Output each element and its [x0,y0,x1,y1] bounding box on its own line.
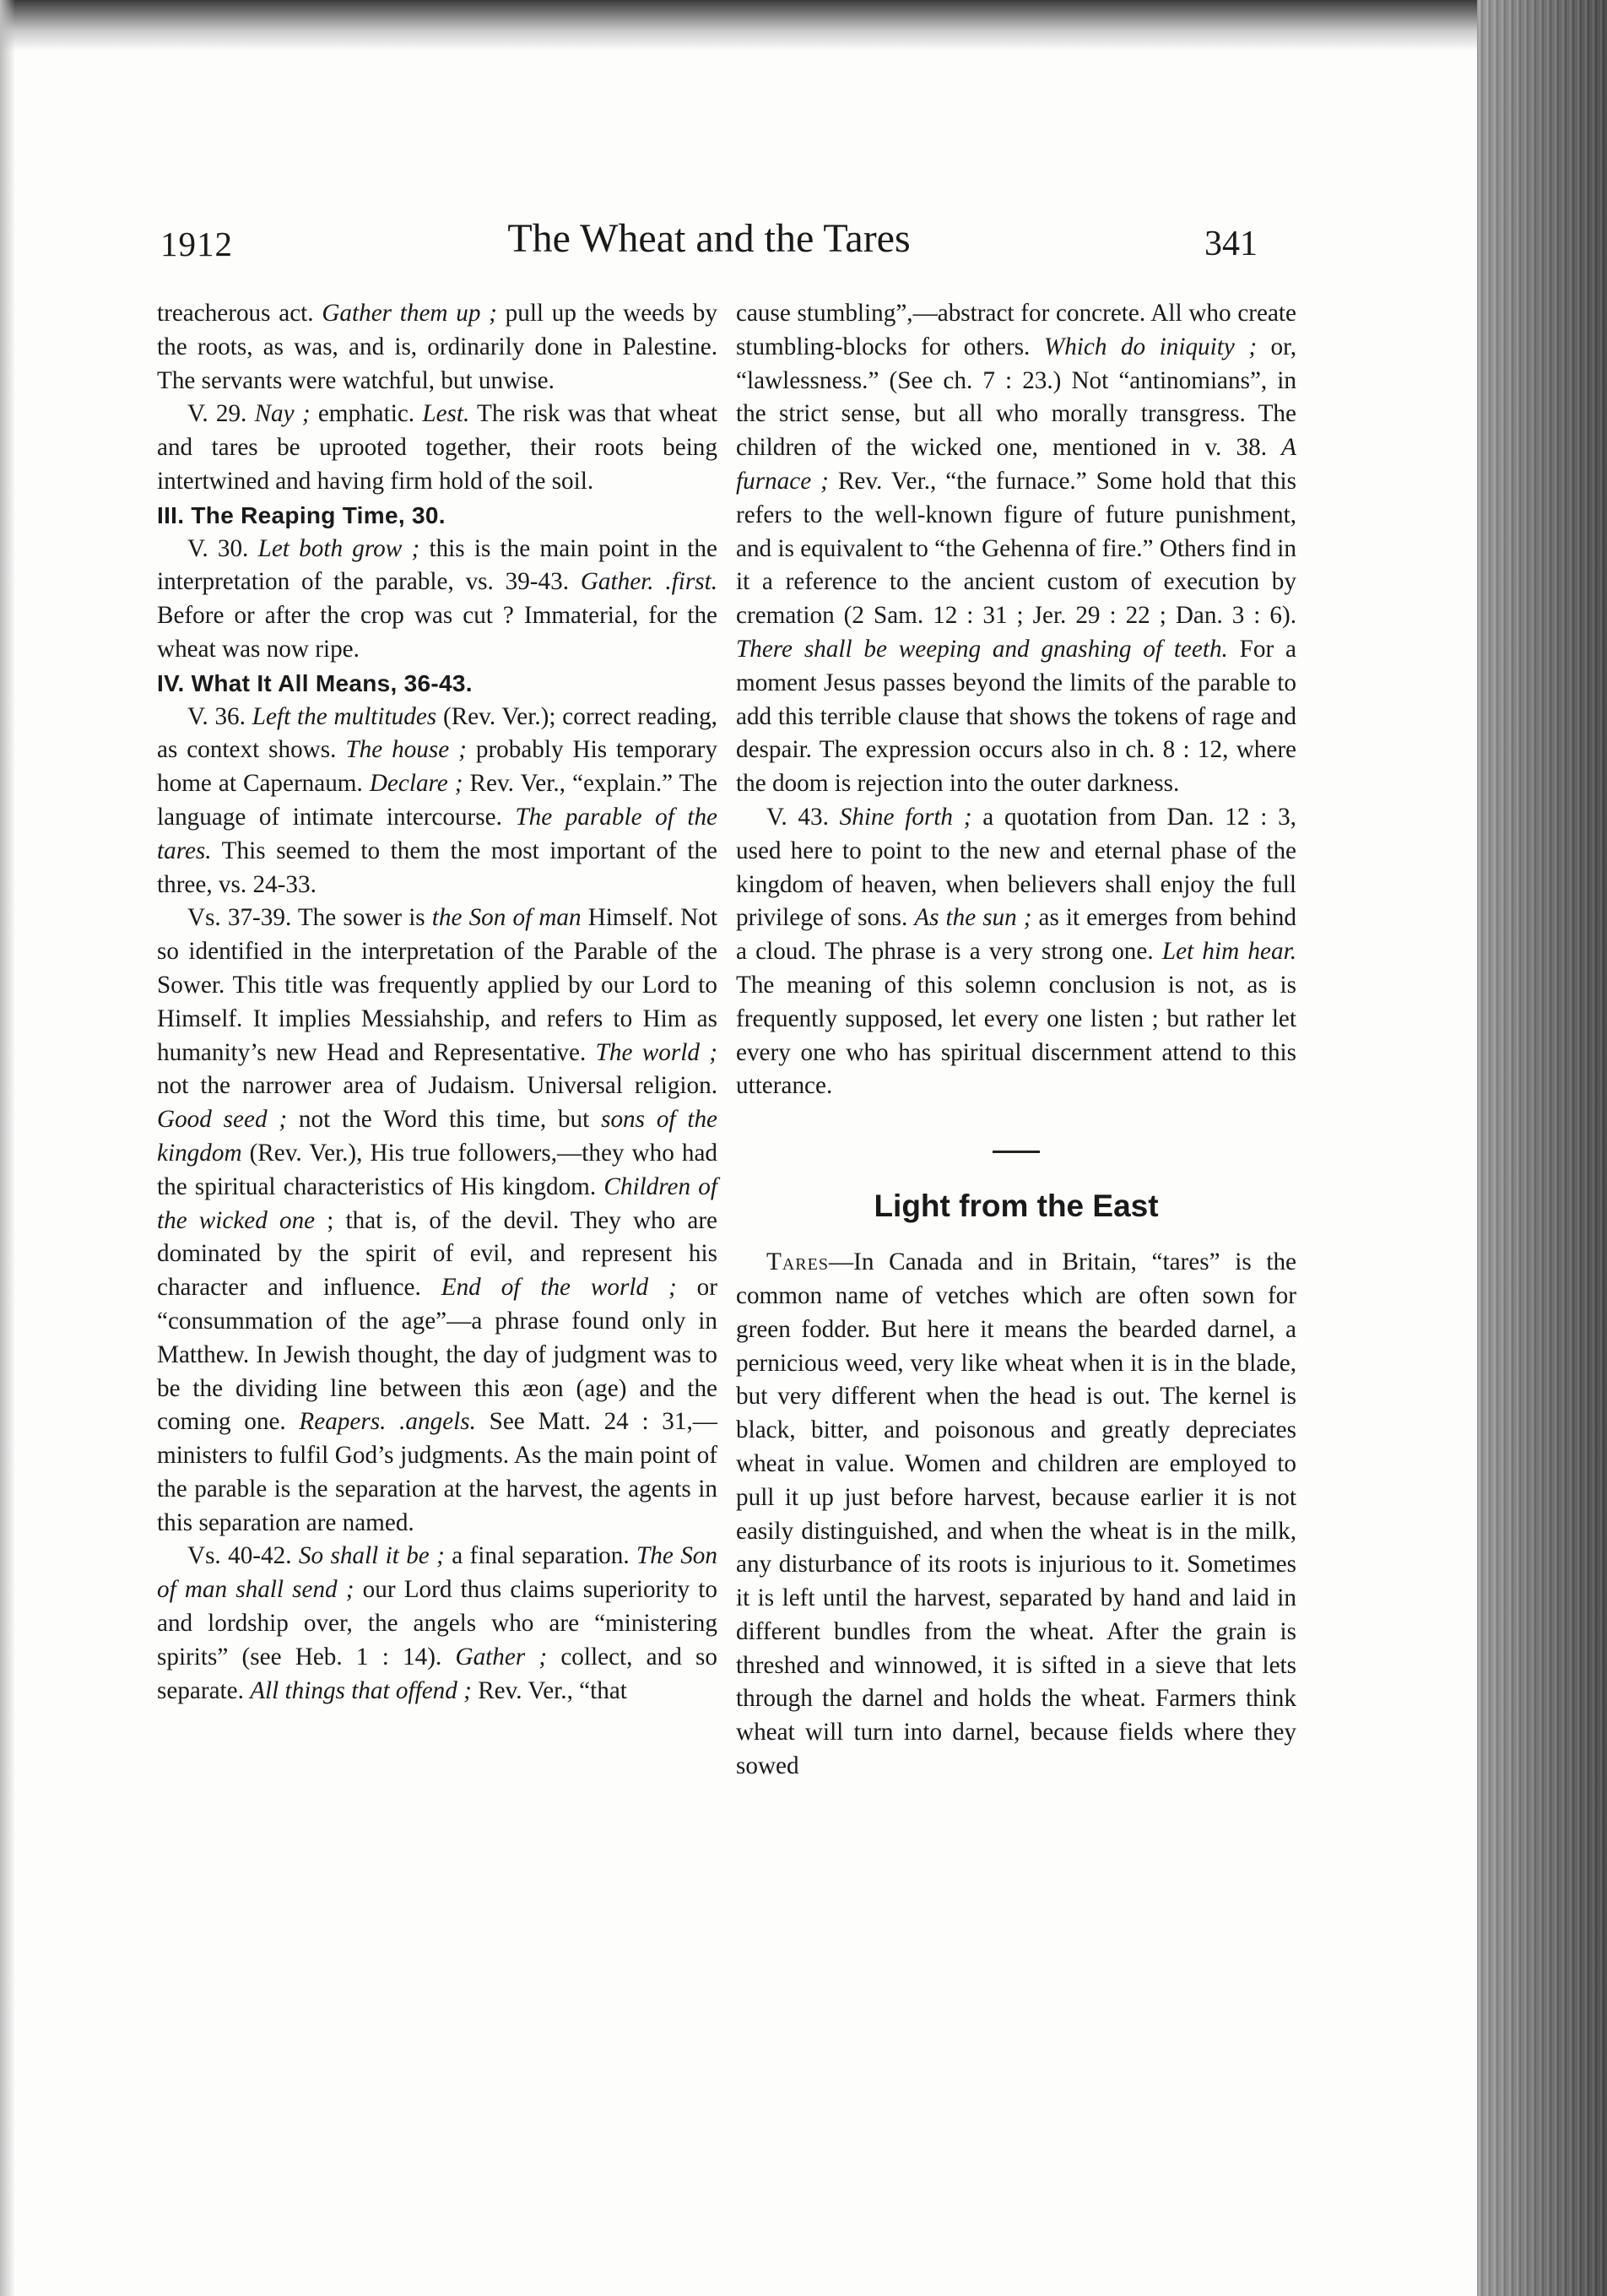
section-divider [993,1151,1040,1153]
paragraph: Vs. 37-39. The sower is the Son of man Himself. Not so identified in the interpretation of the Parable of the Sower. This title was frequently applied by our Lord to Himself. It implies Messiahship, and refers to Him as humanity’s new Head and Representative. The world ; not the narrower area of Judaism. Universal religion. Good seed ; not the Word this time, but sons of the kingdom (Rev. Ver.), His true followers,—they who had the spiritual characteristics of His kingdom. Children of the wicked one ; that is, of the devil. They who are dominated by the spirit of evil, and represent his character and influence. End of the world ; or “consummation of the age”—a phrase found only in Matthew. In Jewish thought, the day of judgment was to be the dividing line between this æon (age) and the coming one. Reapers. .angels. See Matt. 24 : 31,—ministers to fulfil God’s judgments. As the main point of the parable is the separation at the harvest, the agents in this separation are named. [157,904,718,1536]
right-column [736,297,1296,1784]
page-edge-shade [1477,0,1607,2296]
page-number: 341 [1204,225,1258,263]
page-title: The Wheat and the Tares [507,216,911,261]
left-column [157,297,717,1708]
paragraph: V. 30. Let both grow ; this is the main point in the interpretation of the parable, vs. 39-43. Gather. .first. Before or after the crop was cut ? Immaterial, for the wheat was now ripe. [157,534,717,663]
section-heading: III. The Reaping Time, 30. [157,501,446,528]
paragraph: treacherous act. Gather them up ; pull up the weeds by the roots, as was, and is, ordinarily done in Palestine. The servants were watchful, but unwise. [157,300,717,394]
paragraph: V. 36. Left the multitudes (Rev. Ver.); correct reading, as context shows. The house ; probably His temporary home at Capernaum. Declare ; Rev. Ver., “explain.” The language of intimate intercourse. The parable of the tares. This seemed to them the most important of the three, vs. 24-33. [157,702,717,898]
scan-shadow [0,0,1477,51]
section-title: Light from the East [874,1189,1159,1224]
paragraph: cause stumbling”,—abstract for concrete. All who create stumbling-blocks for others. Which do iniquity ; or, “lawlessness.” (See ch. 7 : 23.) Not “antinomians”, in the strict sense, but all who morally transgress. The children of the wicked one, mentioned in v. 38. A furnace ; Rev. Ver., “the furnace.” Some hold that this refers to the well-known figure of future punishment, and is equivalent to “the Gehenna of fire.” Others find in it a reference to the ancient custom of execution by cremation (2 Sam. 12 : 31 ; Jer. 29 : 22 ; Dan. 3 : 6). There shall be weeping and gnashing of teeth. For a moment Jesus passes beyond the limits of the parable to add this terrible clause that shows the tokens of rage and despair. The expression occurs also in ch. 8 : 12, where the doom is rejection into the outer darkness. [736,300,1296,798]
term: Tares [766,1248,829,1276]
gutter-shadow [0,0,15,2296]
paragraph: Tares—In Canada and in Britain, “tares” is the common name of vetches which are often sown for green fodder. But here it means the bearded darnel, a pernicious weed, very like wheat when it is in the blade, but very different when the head is out. The kernel is black, bitter, and poisonous and greatly depreciates wheat in value. Women and children are employed to pull it up just before harvest, because earlier it is not easily distinguished, and when the wheat is in the milk, any disturbance of its roots is injurious to it. Sometimes it is left until the harvest, separated by hand and laid in different bundles from the wheat. After the grain is threshed and winnowed, it is sifted in a sieve that lets through the darnel and holds the wheat. Farmers think wheat will turn into darnel, because fields where they sowed [736,1248,1296,1780]
page-year: 1912 [160,225,233,263]
paragraph: V. 29. Nay ; emphatic. Lest. The risk was that wheat and tares be uprooted together, their roots being intertwined and having firm hold of the soil. [157,400,717,495]
paragraph: V. 43. Shine forth ; a quotation from Dan. 12 : 3, used here to point to the new and eternal phase of the kingdom of heaven, when believers shall enjoy the full privilege of sons. As the sun ; as it emerges from behind a cloud. The phrase is a very strong one. Let him hear. The meaning of this solemn conclusion is not, as is frequently supposed, let every one listen ; but rather let every one who has spiritual discernment attend to this utterance. [736,803,1296,1100]
running-head [160,215,1258,274]
paragraph: Vs. 40-42. So shall it be ; a final separation. The Son of man shall send ; our Lord thus claims superiority to and lordship over, the angels who are “ministering spirits” (see Heb. 1 : 14). Gather ; collect, and so separate. All things that offend ; Rev. Ver., “that [157,1542,717,1704]
section-heading: IV. What It All Means, 36-43. [157,669,473,696]
